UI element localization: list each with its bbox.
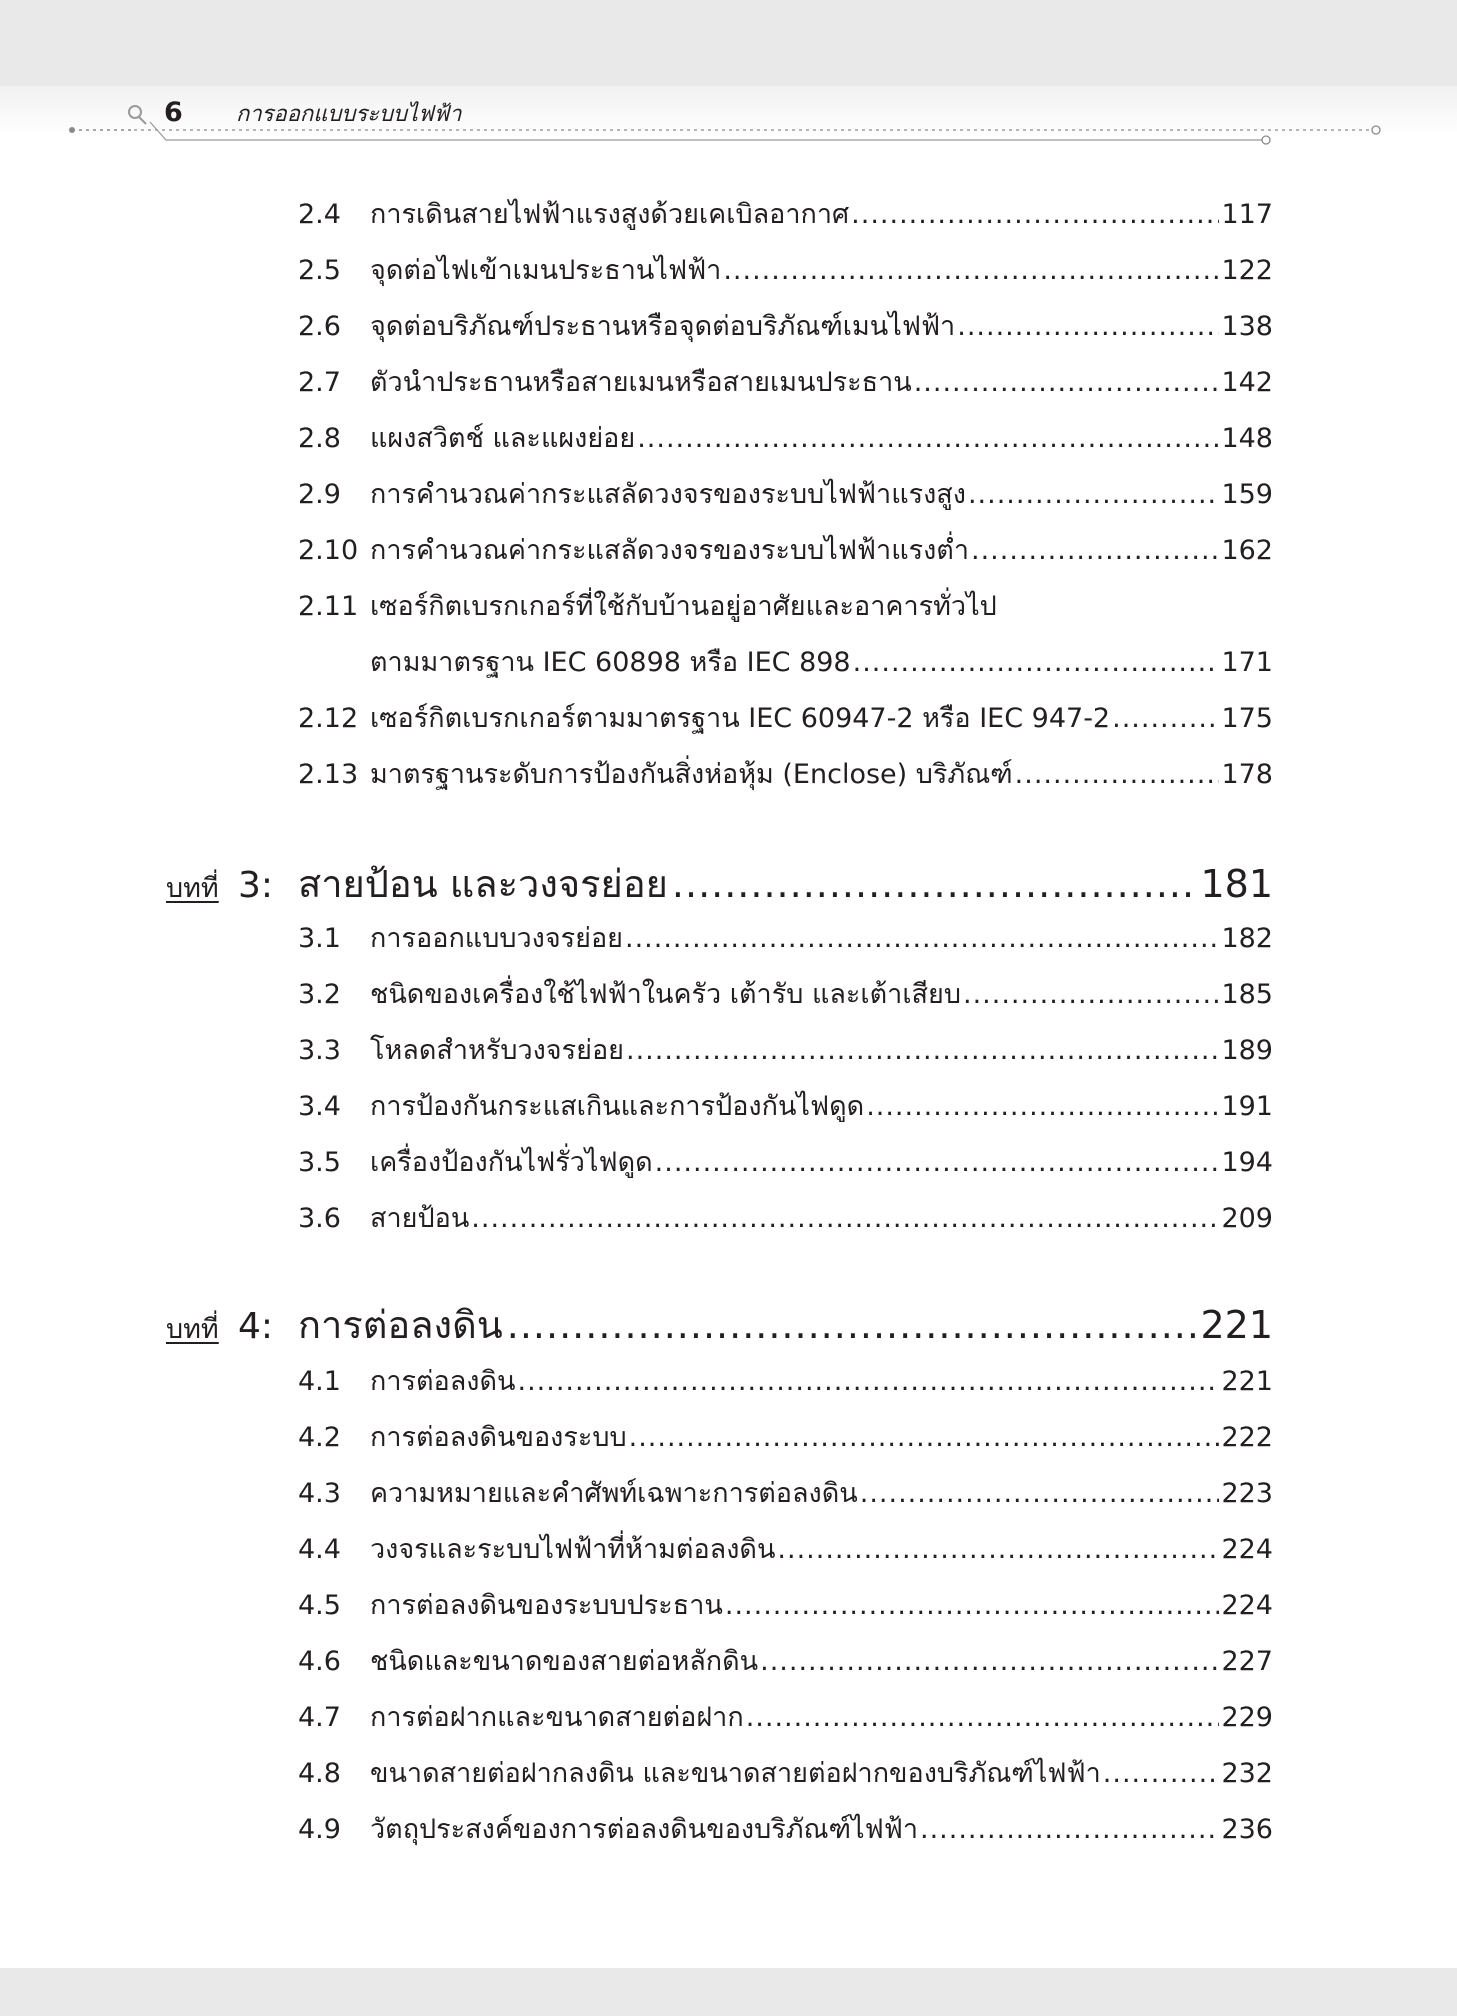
bottom-margin-band: [0, 1968, 1457, 2016]
toc-entry-2-12: [298, 699, 1273, 739]
dot-leader: [725, 1586, 1220, 1626]
entry-number: 2.8: [298, 423, 341, 454]
dot-leader: [957, 307, 1219, 347]
entry-page: 175: [1221, 703, 1273, 734]
entry-title: การคำนวณค่ากระแสลัดวงจรของระบบไฟฟ้าแรงต่ำ: [370, 535, 969, 566]
entry-title: การต่อลงดิน: [370, 1366, 516, 1397]
entry-page: 138: [1221, 311, 1273, 342]
dot-leader: [637, 419, 1219, 459]
entry-page: 224: [1221, 1534, 1273, 1565]
dot-leader: [851, 195, 1219, 235]
entry-page: 209: [1221, 1203, 1273, 1234]
toc-entry-4-3: [298, 1474, 1273, 1514]
toc-entry-4-2: [298, 1418, 1273, 1458]
chapter-prefix: บทที่: [166, 873, 219, 904]
entry-title: ความหมายและคำศัพท์เฉพาะการต่อลงดิน: [370, 1478, 858, 1509]
entry-number: 2.12: [298, 703, 359, 734]
dot-leader: [760, 1642, 1219, 1682]
dot-leader: [471, 1199, 1219, 1239]
entry-page: 178: [1221, 759, 1273, 790]
entry-title: การป้องกันกระแสเกินและการป้องกันไฟดูด: [370, 1091, 865, 1122]
entry-page: 171: [1221, 647, 1273, 678]
entry-page: 182: [1221, 923, 1273, 954]
dot-leader: [968, 475, 1219, 515]
entry-title: วงจรและระบบไฟฟ้าที่ห้ามต่อลงดิน: [370, 1534, 776, 1565]
magnifier-icon: [129, 106, 146, 124]
entry-number: 4.4: [298, 1534, 341, 1565]
entry-title: ตัวนำประธานหรือสายเมนหรือสายเมนประธาน: [370, 367, 912, 398]
entry-page: 122: [1221, 255, 1273, 286]
entry-title: ชนิดของเครื่องใช้ไฟฟ้าในครัว เต้ารับ และเต้าเสียบ: [370, 979, 961, 1010]
top-margin-band: [0, 0, 1457, 86]
entry-number: 4.1: [298, 1366, 341, 1397]
dot-leader: [971, 531, 1219, 571]
entry-title: การออกแบบวงจรย่อย: [370, 923, 623, 954]
toc-entry-3-6: [298, 1199, 1273, 1239]
chapter-number: 4:: [238, 1306, 274, 1347]
entry-number: 4.8: [298, 1758, 341, 1789]
toc-entry-3-5: [298, 1143, 1273, 1183]
entry-number: 3.6: [298, 1203, 341, 1234]
dot-leader: [655, 1143, 1220, 1183]
dot-leader: [629, 1418, 1220, 1458]
entry-number: 2.11: [298, 591, 359, 622]
running-title: การออกแบบระบบไฟฟ้า: [236, 102, 462, 127]
chapter-title: สายป้อน และวงจรย่อย: [298, 862, 668, 906]
toc-entry-2-5: [298, 251, 1273, 291]
entry-title: การต่อลงดินของระบบประธาน: [370, 1590, 723, 1621]
entry-title: การต่อฝากและขนาดสายต่อฝาก: [370, 1702, 744, 1733]
entry-page: 159: [1221, 479, 1273, 510]
entry-page: 189: [1221, 1035, 1273, 1066]
entry-title: ชนิดและขนาดของสายต่อหลักดิน: [370, 1646, 759, 1677]
toc-entry-4-8: [298, 1754, 1273, 1794]
chapter-prefix: บทที่: [166, 1314, 219, 1345]
entry-page: 148: [1221, 423, 1273, 454]
dot-leader: [920, 1810, 1219, 1850]
toc-entry-4-4: [298, 1530, 1273, 1570]
dot-leader: [1112, 699, 1219, 739]
entry-page: 229: [1221, 1702, 1273, 1733]
toc-entry-2-13: [298, 755, 1273, 795]
entry-title: จุดต่อบริภัณฑ์ประธานหรือจุดต่อบริภัณฑ์เมนไฟฟ้า: [370, 311, 956, 342]
entry-page: 221: [1221, 1366, 1273, 1397]
dot-leader: [626, 1031, 1219, 1071]
toc-entry-2-8: [298, 419, 1273, 459]
entry-number: 3.1: [298, 923, 341, 954]
toc-entry-4-7: [298, 1698, 1273, 1738]
entry-number: 2.13: [298, 759, 359, 790]
toc-entry-2-10: [298, 531, 1273, 571]
dot-leader: [723, 251, 1219, 291]
chapter-page: 181: [1200, 862, 1273, 906]
entry-number: 4.9: [298, 1814, 341, 1845]
dot-leader: [777, 1530, 1219, 1570]
entry-title: แผงสวิตช์ และแผงย่อย: [370, 423, 636, 454]
dot-leader: [746, 1698, 1220, 1738]
toc-entry-4-5: [298, 1586, 1273, 1626]
chapter-number: 3:: [238, 865, 274, 906]
dot-leader: [853, 643, 1220, 683]
entry-page: 142: [1221, 367, 1273, 398]
entry-page: 223: [1221, 1478, 1273, 1509]
toc-entry-3-3: [298, 1031, 1273, 1071]
toc-entry-2-6: [298, 307, 1273, 347]
chapter-4-heading: [166, 1297, 1273, 1353]
dot-leader: [672, 856, 1197, 912]
entry-page: 236: [1221, 1814, 1273, 1845]
entry-title: การต่อลงดินของระบบ: [370, 1422, 627, 1453]
dot-leader: [1015, 755, 1220, 795]
entry-title: ขนาดสายต่อฝากลงดิน และขนาดสายต่อฝากของบริภัณฑ์ไฟฟ้า: [370, 1758, 1101, 1789]
dot-leader: [860, 1474, 1220, 1514]
entry-title: จุดต่อไฟเข้าเมนประธานไฟฟ้า: [370, 255, 722, 286]
entry-page: 224: [1221, 1590, 1273, 1621]
entry-title: การเดินสายไฟฟ้าแรงสูงด้วยเคเบิลอากาศ: [370, 199, 850, 230]
header-rule: [0, 88, 1457, 158]
entry-title: วัตถุประสงค์ของการต่อลงดินของบริภัณฑ์ไฟฟ้า: [370, 1814, 918, 1845]
dot-leader: [625, 919, 1219, 959]
entry-number: 2.10: [298, 535, 359, 566]
entry-number: 4.7: [298, 1702, 341, 1733]
dot-leader: [517, 1362, 1219, 1402]
entry-page: 232: [1221, 1758, 1273, 1789]
entry-number: 2.4: [298, 199, 341, 230]
entry-number: 2.6: [298, 311, 341, 342]
entry-title: โหลดสำหรับวงจรย่อย: [370, 1035, 624, 1066]
toc-entry-2-4: [298, 195, 1273, 235]
toc-entry-3-1: [298, 919, 1273, 959]
entry-number: 3.5: [298, 1147, 341, 1178]
entry-page: 162: [1221, 535, 1273, 566]
entry-page: 191: [1221, 1091, 1273, 1122]
entry-page: 117: [1221, 199, 1273, 230]
chapter-title: การต่อลงดิน: [298, 1303, 503, 1347]
entry-page: 185: [1221, 979, 1273, 1010]
chapter-3-heading: [166, 856, 1273, 912]
entry-number: 4.3: [298, 1478, 341, 1509]
toc-entry-2-11: [298, 587, 1273, 627]
entry-number: 4.5: [298, 1590, 341, 1621]
entry-page: 222: [1221, 1422, 1273, 1453]
toc-entry-3-4: [298, 1087, 1273, 1127]
toc-entry-2-7: [298, 363, 1273, 403]
dot-leader: [963, 975, 1219, 1015]
entry-number: 2.9: [298, 479, 341, 510]
toc-entry-2-11-continued: [298, 643, 1273, 683]
page-number: 6: [164, 97, 183, 128]
entry-title-continued: ตามมาตรฐาน IEC 60898 หรือ IEC 898: [370, 647, 851, 678]
toc-entry-3-2: [298, 975, 1273, 1015]
entry-title: สายป้อน: [370, 1203, 470, 1234]
toc-entry-4-1: [298, 1362, 1273, 1402]
entry-number: 3.4: [298, 1091, 341, 1122]
entry-number: 2.7: [298, 367, 341, 398]
entry-title: เซอร์กิตเบรกเกอร์ตามมาตรฐาน IEC 60947-2 หรือ IEC 947-2: [370, 703, 1111, 734]
entry-title: การคำนวณค่ากระแสลัดวงจรของระบบไฟฟ้าแรงสูง: [370, 479, 966, 510]
dot-leader: [914, 363, 1220, 403]
entry-page: 194: [1221, 1147, 1273, 1178]
dot-leader: [507, 1297, 1197, 1353]
entry-title: เซอร์กิตเบรกเกอร์ที่ใช้กับบ้านอยู่อาศัยและอาคารทั่วไป: [370, 591, 997, 622]
entry-number: 4.6: [298, 1646, 341, 1677]
entry-page: 227: [1221, 1646, 1273, 1677]
dot-leader: [1103, 1754, 1220, 1794]
toc-entry-2-9: [298, 475, 1273, 515]
entry-number: 2.5: [298, 255, 341, 286]
toc-entry-4-6: [298, 1642, 1273, 1682]
entry-number: 3.3: [298, 1035, 341, 1066]
toc-entry-4-9: [298, 1810, 1273, 1850]
entry-title: เครื่องป้องกันไฟรั่วไฟดูด: [370, 1147, 653, 1178]
entry-title: มาตรฐานระดับการป้องกันสิ่งห่อหุ้ม (Enclose) บริภัณฑ์: [370, 759, 1013, 790]
chapter-page: 221: [1200, 1303, 1273, 1347]
entry-number: 3.2: [298, 979, 341, 1010]
entry-number: 4.2: [298, 1422, 341, 1453]
dot-leader: [866, 1087, 1219, 1127]
